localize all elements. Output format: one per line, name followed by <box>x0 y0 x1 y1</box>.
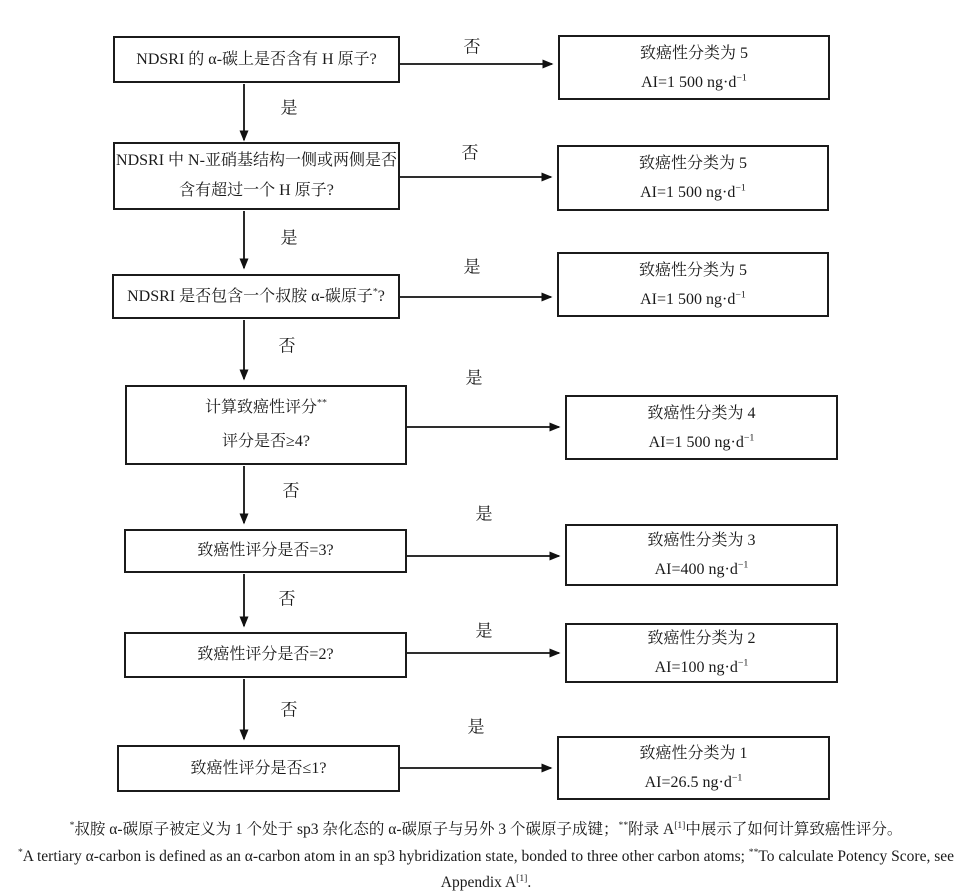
result-1-classification: 致癌性分类为 5 <box>639 44 748 62</box>
result-box-2 <box>557 145 829 211</box>
decision-6-text: 致癌性评分是否=2? <box>197 646 334 663</box>
result-2-ai: AI=1 500 $ng\cdot d^{-1}$ <box>640 182 746 201</box>
decision-box-3 <box>112 274 400 319</box>
result-6-ai: AI=100 $ng\cdot d^{-1}$ <box>654 657 749 676</box>
decision-5-text: 致癌性评分是否=3? <box>197 542 334 559</box>
branch-label-yes-3: 是 <box>463 257 481 277</box>
result-box-4 <box>565 395 838 460</box>
result-box-3 <box>557 252 829 317</box>
result-7-classification: 致癌性分类为 1 <box>639 745 748 762</box>
result-box-1 <box>558 35 830 100</box>
branch-label-no-1: 否 <box>463 37 481 57</box>
branch-label-no-2: 否 <box>461 143 479 163</box>
decision-4-text-line2: 评分是否≥4? <box>222 433 310 450</box>
result-3-classification: 致癌性分类为 5 <box>638 261 747 279</box>
result-box-7 <box>557 736 830 800</box>
result-4-ai: AI=1 500 $ng\cdot d^{-1}$ <box>648 432 755 451</box>
decision-1-text: NDSRI 的 α-碳上是否含有 H 原子? <box>136 50 377 68</box>
footnote-en-line1: *A tertiary α-carbon is defined as an α-carbon atom in an sp3 hybridization state, bonded to three other carbon atoms; **To calculate Potency Score, see <box>17 846 954 865</box>
decision-box-1 <box>113 36 400 83</box>
branch-label-no-3: 否 <box>278 336 296 356</box>
decision-7-text: 致癌性评分是否≤1? <box>190 759 327 777</box>
branch-label-yes-6: 是 <box>475 621 493 641</box>
result-5-classification: 致癌性分类为 3 <box>647 532 756 549</box>
result-3-ai: AI=1 500 $ng\cdot d^{-1}$ <box>640 289 746 308</box>
result-box-5 <box>565 524 838 586</box>
branch-label-yes-2: 是 <box>280 228 298 248</box>
decision-box-2 <box>113 142 400 210</box>
result-5-ai: AI=400 $ng\cdot d^{-1}$ <box>654 559 749 578</box>
branch-label-no-5: 否 <box>278 589 296 609</box>
footnote-zh: *叔胺 α-碳原子被定义为 1 个处于 sp3 杂化态的 α-碳原子与另外 3 个碳原子成键；**附录 A[1]中展示了如何计算致癌性评分。 <box>69 819 903 838</box>
branch-label-no-6: 否 <box>280 700 298 720</box>
decision-box-6 <box>124 632 407 678</box>
decision-4-text-line1: 计算致癌性评分** <box>205 397 327 416</box>
decision-box-4 <box>125 385 407 465</box>
result-4-classification: 致癌性分类为 4 <box>647 404 756 422</box>
result-2-classification: 致癌性分类为 5 <box>638 155 747 172</box>
decision-3-text: NDSRI 是否包含一个叔胺 α-碳原子*? <box>127 286 385 305</box>
result-1-ai: AI=1 500 $ng\cdot d^{-1}$ <box>641 72 747 91</box>
branch-label-yes-5: 是 <box>475 504 493 524</box>
branch-label-yes-4: 是 <box>465 368 483 388</box>
decision-box-7 <box>117 745 400 792</box>
decision-2-text-line1: NDSRI 中 N-亚硝基结构一侧或两侧是否 <box>116 152 397 169</box>
result-7-ai: AI=26.5 $ng\cdot d^{-1}$ <box>644 772 743 791</box>
decision-box-5 <box>124 529 407 573</box>
decision-2-text-line2: 含有超过一个 H 原子? <box>179 182 334 199</box>
result-box-6 <box>565 623 838 683</box>
branch-label-yes-7: 是 <box>467 717 485 737</box>
branch-label-no-4: 否 <box>282 481 300 501</box>
result-6-classification: 致癌性分类为 2 <box>647 630 756 647</box>
footnote-en-line2: Appendix A[1]. <box>440 872 532 891</box>
branch-label-yes-1: 是 <box>280 98 298 118</box>
